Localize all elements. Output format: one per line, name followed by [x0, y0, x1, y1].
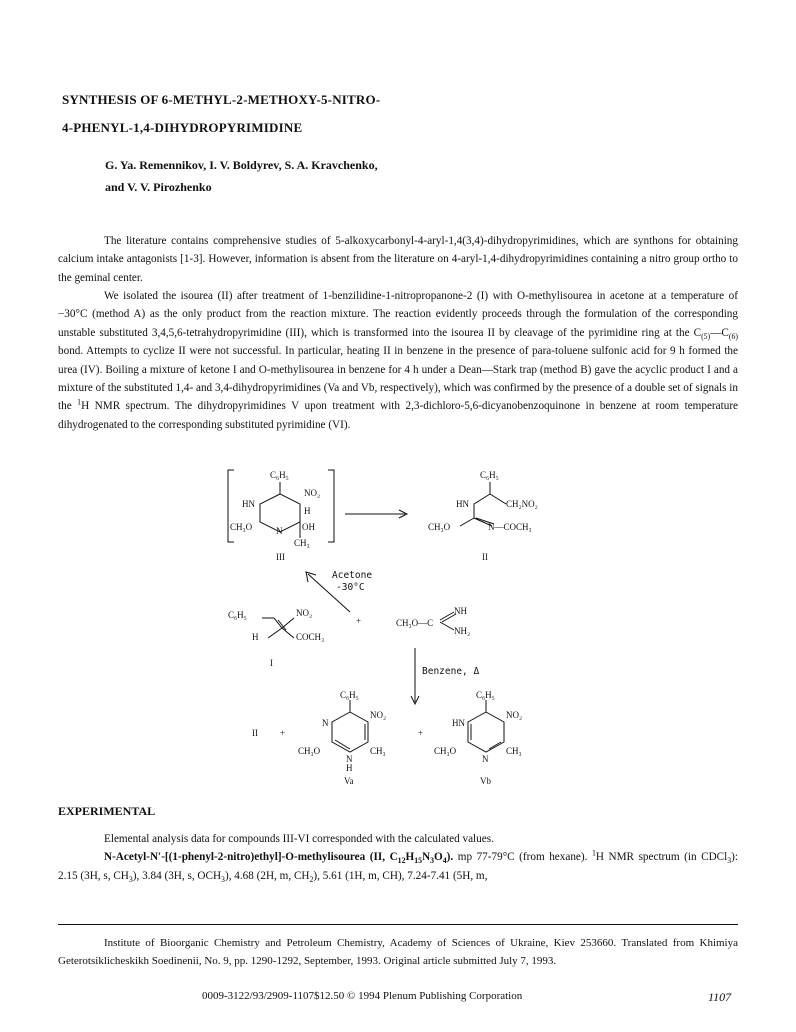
footnote-text: Institute of Bioorganic Chemistry and Petroleum Chemistry, Academy of Sciences of Ukraine, Kiev 253660. Translated from Khimiya Geterotsiklicheskikh Soedinenii, No. 9, pp. 1290-1292, September, 1993. Original article submitted July 7, 1993. [58, 937, 738, 967]
bottom-II: II [252, 728, 258, 738]
Va-n: N [322, 718, 329, 728]
II-ch3o: CH₃O [428, 522, 451, 532]
III-no2: NO₂ [304, 488, 321, 498]
p2-text-a: We isolated the isourea (II) after treatment of 1-benzilidine-1-nitropropanone-2 (I) with O-methylisourea in acetone at a temperature of −30°C (method A) as the only product from the reaction mixture. The reaction evidently proceeds through the formulation of the corresponding unstable substituted 3,4,5,6-tetrahydropyrimidine (III), which is transformed into the isourea II by cleavage of the pyrimidine ring at the C [58, 290, 738, 339]
Vb-ch3o: CH₃O [434, 746, 457, 756]
page-number: 1107 [708, 990, 732, 1004]
p2-sub-1: (5) [701, 332, 711, 342]
melting-point: mp 77-79°C (from hexane). [453, 851, 592, 864]
condition-temperature: -30°C [336, 582, 365, 593]
II-c6h5: C₆H₅ [480, 470, 499, 480]
p2-text-c: H NMR spectrum. The dihydropyrimidines V upon treatment with 2,3-dichloro-5,6-dicyanobenzoquinone in benzene at room temperature dihydrogenated to the corresponding substituted pyrimidine (VI). [58, 400, 739, 431]
Vb-hn: HN [452, 718, 465, 728]
p2-sub-2: (6) [728, 332, 738, 342]
Va-ch3: CH₃ [370, 746, 386, 756]
Vb-no2: NO₂ [506, 710, 523, 720]
p2-dash: —C [710, 326, 729, 339]
p2-sup: 1 [77, 397, 82, 407]
footnote-divider [58, 924, 738, 925]
isourea-nh: NH [454, 606, 467, 616]
experimental-paragraph-1: Elemental analysis data for compounds III-VI corresponded with the calculated values. [104, 833, 494, 845]
III-ch3: CH₃ [294, 538, 310, 548]
compound-heading: N-Acetyl-N′-[(1-phenyl-2-nitro)ethyl]-O-methylisourea (II, $C_{12}H_{15}N_3O_4$). [104, 851, 454, 866]
affiliation-footnote [58, 934, 738, 970]
results-paragraph [58, 287, 738, 434]
Va-ch3o: CH₃O [298, 746, 321, 756]
I-coch3: COCH₃ [296, 632, 325, 642]
label-Vb: Vb [480, 776, 491, 786]
bracket-right [328, 470, 334, 542]
Vb-c6h5: C₆H₅ [476, 690, 495, 700]
section-heading-experimental: EXPERIMENTAL [58, 804, 156, 818]
II-ncoch3: N—COCH₃ [488, 522, 532, 532]
Va-c6h5: C₆H₅ [340, 690, 359, 700]
I-h: H [252, 632, 259, 642]
III-n: N [276, 526, 283, 536]
plus-1: + [356, 616, 362, 626]
p2-text-b: bond. Attempts to cyclize II were not successful. In particular, heating II in benzene in the presence of para-toluene sulfonic acid for 9 h formed the urea (IV). Boiling a mixture of ketone I and O-methylisourea in benzene for 4 h under a Dean—Stark trap (method B) gave the acyclic product I and a mixture of the substituted 1,4- and 3,4-dihydropyrimidines (Va and Vb, respectively), which was confirmed by the presence of a double set of signals in the [58, 345, 738, 413]
copyright-line: 0009-3122/93/2909-1107$12.50 © 1994 Plenum Publishing Corporation [202, 990, 523, 1002]
double-bonds-Vb [471, 724, 501, 749]
condition-acetone: Acetone [332, 570, 373, 581]
Va-h: H [346, 763, 353, 773]
Vb-n: N [482, 754, 489, 764]
label-II: II [482, 552, 488, 562]
isourea-nh2: NH₂ [454, 626, 471, 636]
isourea-ch3oc: CH₃O—C [396, 618, 434, 628]
II-hn: HN [456, 499, 469, 509]
experimental-text [58, 830, 738, 885]
experimental-paragraph-2: N-Acetyl-N′-[(1-phenyl-2-nitro)ethyl]-O-methylisourea (II, $C_{12}H_{15}N_3O_4$). mp 77-79°C (from hexane). $^1$H NMR spectrum (in CDCl$_3$): 2.15 (3H, s, $CH_3$), 3.84 (3H, s, $OCH_3$), 4.68 (2H, m, $CH_2$), 5.61 (1H, m, CH), 7.24-7.41 (5H, m, [58, 848, 738, 885]
paragraph-1: The literature contains comprehensive studies of 5-alkoxycarbonyl-4-aryl-1,4(3,4)-dihydropyrimidines, which are synthons for obtaining calcium intake antagonists [1-3]. However, information is absent from the literature on 4-aryl-1,4-dihydropyrimidines containing a nitro group ortho to the geminal center. [58, 235, 738, 284]
condition-benzene: Benzene, Δ [422, 666, 480, 677]
Vb-ch3: CH₃ [506, 746, 522, 756]
plus-3: + [418, 728, 424, 738]
III-oh: OH [302, 522, 315, 532]
II-ch2no2: CH₂NO₂ [506, 499, 538, 509]
structure-I [262, 618, 294, 638]
reaction-scheme [200, 462, 620, 792]
label-III: III [276, 552, 285, 562]
ring-III [260, 482, 300, 532]
article-title [62, 86, 712, 142]
label-I: I [270, 658, 273, 668]
III-hn: HN [242, 499, 255, 509]
I-no2: NO₂ [296, 608, 313, 618]
Va-n-ring: N [346, 754, 353, 764]
intro-paragraph [58, 232, 738, 287]
I-c6h5: C₆H₅ [228, 610, 247, 620]
authors-line-2: and V. V. Pirozhenko [105, 180, 212, 194]
III-h: H [304, 506, 311, 516]
authors-line-1: G. Ya. Remennikov, I. V. Boldyrev, S. A. Kravchenko, [105, 158, 378, 172]
label-Va: Va [344, 776, 354, 786]
plus-2: + [280, 728, 286, 738]
title-line-1: SYNTHESIS OF 6-METHYL-2-METHOXY-5-NITRO- [62, 92, 381, 107]
ring-Va [332, 700, 368, 752]
paragraph-2 [58, 287, 738, 434]
title-line-2: 4-PHENYL-1,4-DIHYDROPYRIMIDINE [62, 120, 303, 135]
Va-no2: NO₂ [370, 710, 387, 720]
ring-Vb [468, 700, 504, 752]
double-bonds-Va [335, 724, 365, 749]
III-c6h5: C₆H₅ [270, 470, 289, 480]
author-list [105, 154, 665, 198]
III-ch3o: CH₃O [230, 522, 253, 532]
